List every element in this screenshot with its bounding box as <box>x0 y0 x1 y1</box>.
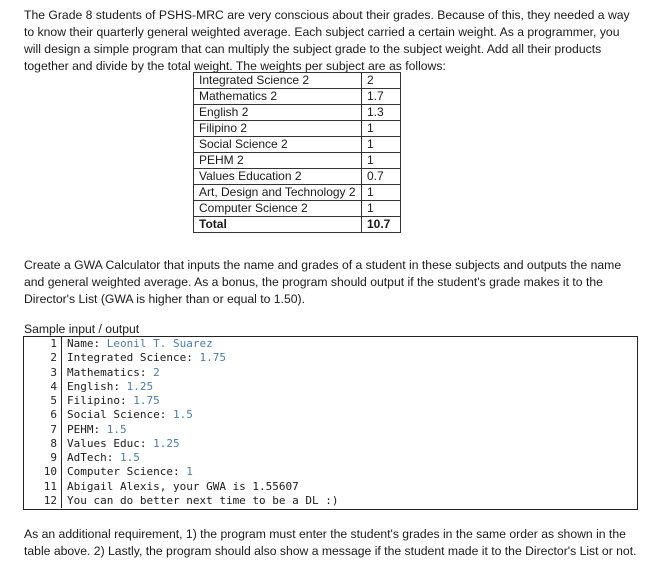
line-text: Social Science: <box>67 408 173 422</box>
line-content <box>62 380 153 394</box>
line-content <box>62 351 226 365</box>
subject-cell: Mathematics 2 <box>194 89 362 105</box>
total-label: Total <box>194 217 362 233</box>
subject-cell: PEHM 2 <box>194 153 362 169</box>
weight-cell: 0.7 <box>362 169 401 185</box>
line-number: 4 <box>24 380 62 394</box>
subject-cell: Computer Science 2 <box>194 201 362 217</box>
table-row <box>194 121 401 137</box>
table-row <box>194 73 401 89</box>
line-content <box>62 480 299 494</box>
input-value: 1.25 <box>153 436 180 450</box>
line-number: 2 <box>24 351 62 365</box>
line-text: Mathematics: <box>67 365 154 379</box>
line-number: 1 <box>24 337 62 351</box>
code-line <box>24 494 637 508</box>
code-line <box>24 337 637 351</box>
subject-cell: English 2 <box>194 105 362 121</box>
line-content <box>62 437 180 451</box>
table-row <box>194 153 401 169</box>
line-content <box>62 394 160 408</box>
line-number: 9 <box>24 451 62 465</box>
line-content <box>62 465 193 479</box>
line-text: Filipino: <box>67 394 134 407</box>
line-number: 10 <box>24 465 62 479</box>
input-value: 1.5 <box>172 408 193 422</box>
line-number: 5 <box>24 394 62 408</box>
code-line <box>24 366 637 380</box>
line-text: English: <box>67 379 127 393</box>
line-number: 7 <box>24 423 62 437</box>
table-row <box>194 89 401 105</box>
code-line <box>24 423 637 437</box>
input-value: 1.25 <box>126 379 154 393</box>
line-content <box>62 494 339 508</box>
total-weight: 10.7 <box>362 217 401 233</box>
line-text: Abigail Alexis, your GWA is 1.55607 <box>67 479 299 493</box>
line-text: Integrated Science: <box>67 351 200 365</box>
additional-requirement-paragraph: As an additional requirement, 1) the program must enter the student's grades in the same order as shown in the table above. 2) Lastly, the program should also show a message if the student made it to the Director's List or not. <box>24 527 637 558</box>
weight-cell: 1.7 <box>362 89 401 105</box>
line-number: 8 <box>24 437 62 451</box>
code-line <box>24 380 637 394</box>
line-text: AdTech: <box>67 451 120 464</box>
line-number: 12 <box>24 494 62 508</box>
line-content <box>62 408 193 422</box>
table-row <box>194 169 401 185</box>
weight-cell: 2 <box>362 73 401 89</box>
subject-cell: Social Science 2 <box>194 137 362 153</box>
subject-cell: Art, Design and Technology 2 <box>194 185 362 201</box>
input-value: 1 <box>186 465 193 479</box>
total-row <box>194 217 401 233</box>
subject-cell: Filipino 2 <box>194 121 362 137</box>
table-row <box>194 185 401 201</box>
code-line <box>24 394 637 408</box>
subject-cell: Values Education 2 <box>194 169 362 185</box>
line-content <box>62 451 140 465</box>
task-paragraph: Create a GWA Calculator that inputs the name and grades of a student in these subjects and outputs the name and general weighted average. As a bonus, the program should output if the student's grade makes it to the Director's List (GWA is higher than or equal to 1.50). <box>24 258 622 306</box>
input-value: 1.75 <box>199 351 226 365</box>
line-text: You can do better next time to be a DL :) <box>67 493 339 507</box>
line-content <box>62 337 213 351</box>
line-number: 11 <box>24 480 62 494</box>
code-line <box>24 480 637 494</box>
code-line <box>24 451 637 465</box>
line-text: Values Educ: <box>67 436 154 450</box>
table-row <box>194 201 401 217</box>
weight-cell: 1 <box>362 185 401 201</box>
line-content <box>62 366 160 380</box>
intro-paragraph: The Grade 8 students of PSHS-MRC are very conscious about their grades. Because of this, they needed a way to know their quarterly general weighted average. Each subject carried a certain weight. As a programmer, you will design a simple program that can multiply the subject grade to the subject weight. Add all their products together and divide by the total weight. The weights per subject are as follows: <box>24 8 630 73</box>
input-value: 1.5 <box>106 422 127 436</box>
sample-label: Sample input / output <box>24 322 140 336</box>
code-line <box>24 465 637 479</box>
weight-cell: 1 <box>362 137 401 153</box>
table-row <box>194 137 401 153</box>
table-row <box>194 105 401 121</box>
line-content <box>62 423 127 437</box>
line-number: 6 <box>24 408 62 422</box>
weight-cell: 1 <box>362 121 401 137</box>
line-number: 3 <box>24 366 62 380</box>
code-line <box>24 408 637 422</box>
input-value: 2 <box>153 365 160 379</box>
weight-cell: 1 <box>362 201 401 217</box>
weight-cell: 1.3 <box>362 105 401 121</box>
input-value: 1.75 <box>133 394 160 407</box>
weight-cell: 1 <box>362 153 401 169</box>
sample-code-block <box>23 336 638 510</box>
subject-cell: Integrated Science 2 <box>194 73 362 89</box>
code-line <box>24 351 637 365</box>
input-value: Leonil T. Suarez <box>106 337 213 350</box>
line-text: Computer Science: <box>67 465 187 479</box>
input-value: 1.5 <box>119 451 140 464</box>
line-text: PEHM: <box>67 422 107 436</box>
code-line <box>24 437 637 451</box>
line-text: Name: <box>67 337 107 350</box>
weights-table <box>193 72 401 233</box>
